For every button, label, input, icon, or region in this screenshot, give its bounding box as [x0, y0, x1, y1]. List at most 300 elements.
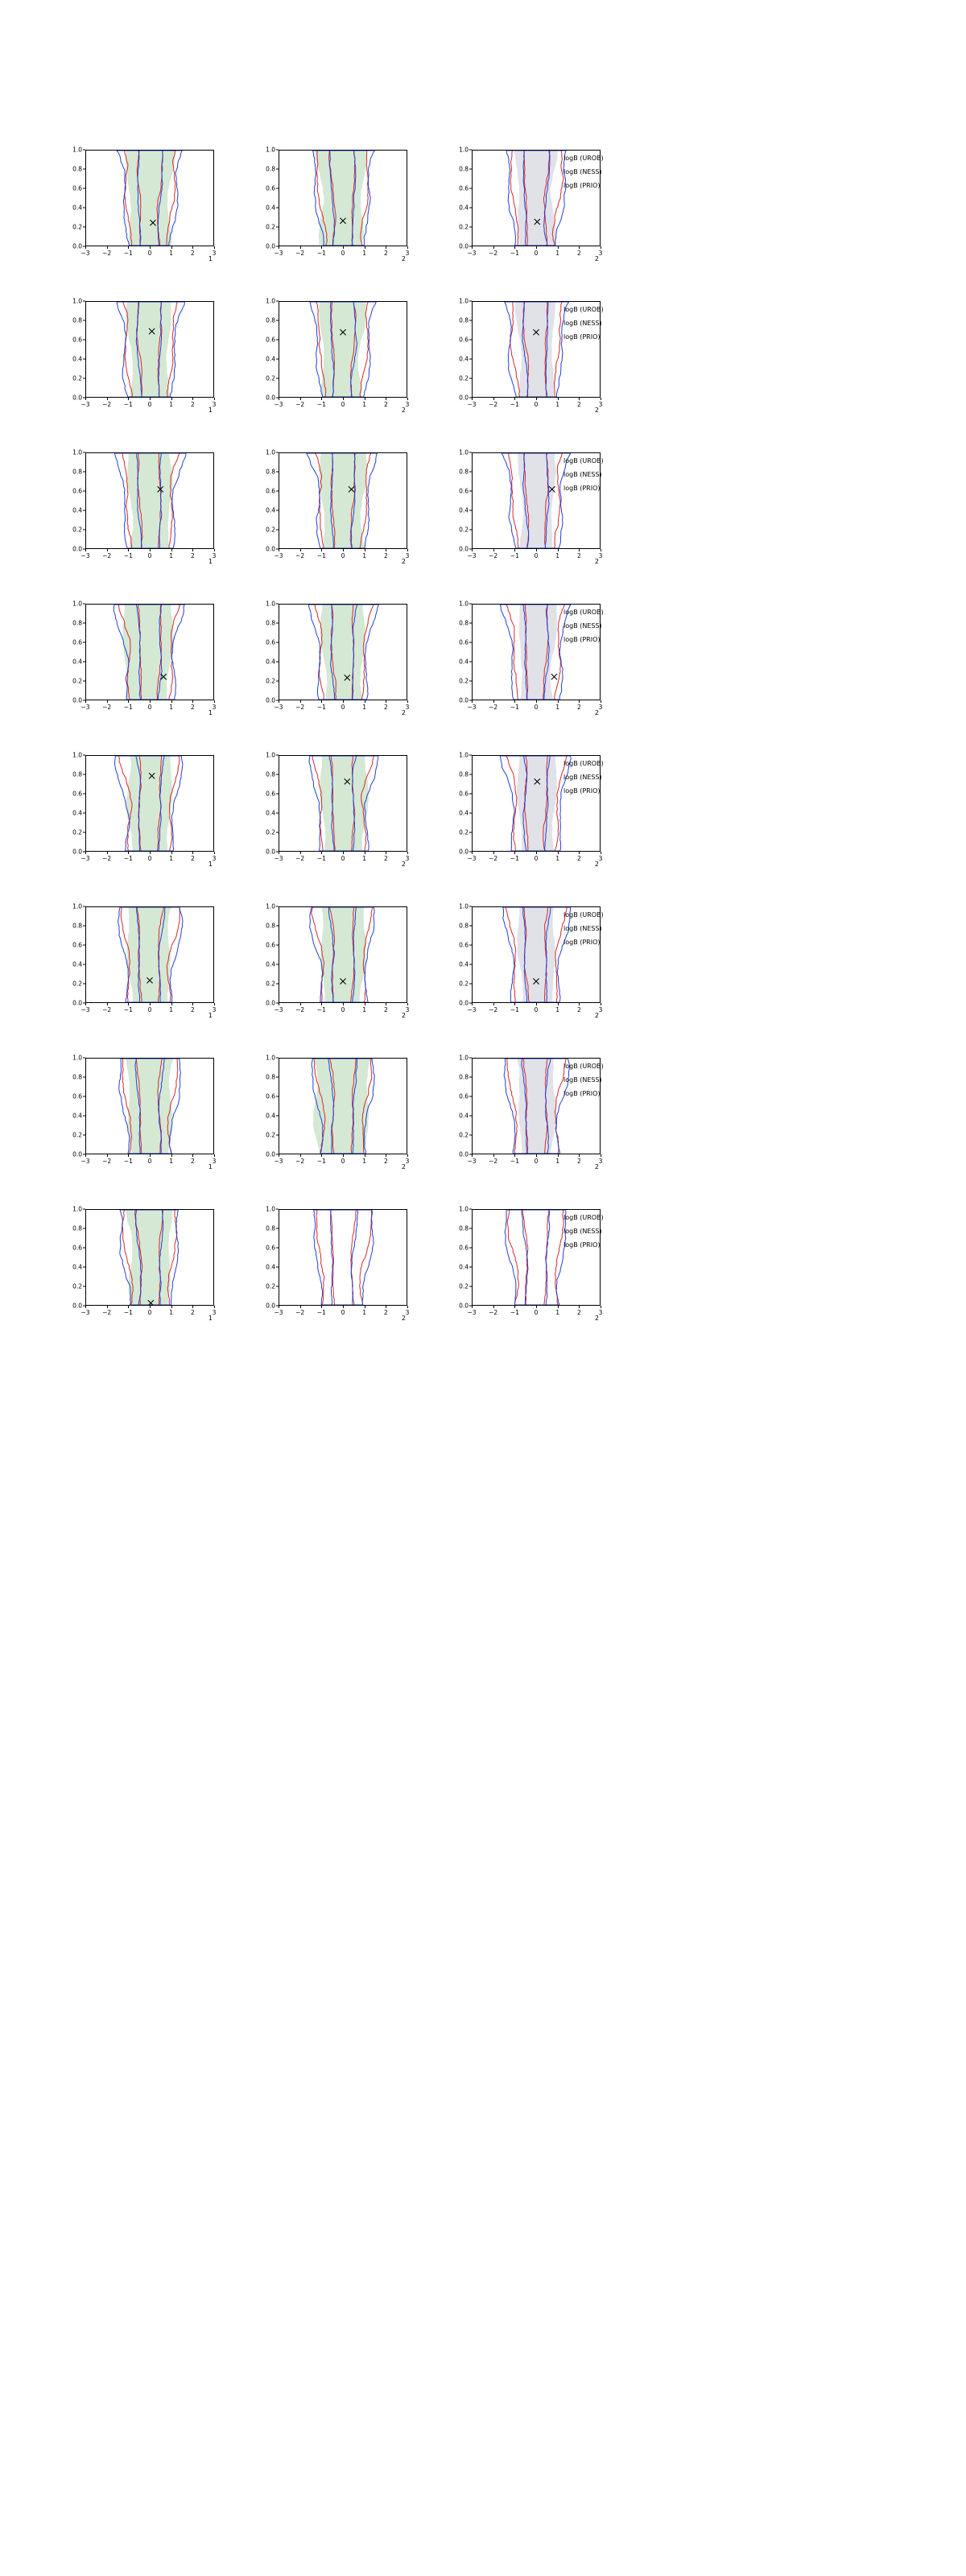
- y-tick-label: 0.8: [459, 1224, 469, 1232]
- x-tick-label: 2: [383, 1309, 388, 1316]
- y-tick-mark: [83, 604, 85, 605]
- y-tick-label: 0.2: [72, 1131, 82, 1139]
- y-tick-mark: [276, 604, 279, 605]
- panel-number: 2: [401, 861, 406, 868]
- y-tick-mark: [276, 794, 279, 795]
- x-tick-mark: [192, 1154, 193, 1157]
- y-tick-mark: [469, 1267, 472, 1268]
- x-tick-label: −2: [295, 1309, 305, 1316]
- y-tick-mark: [276, 359, 279, 360]
- x-tick-label: 1: [555, 1309, 560, 1316]
- x-tick-label: 3: [405, 704, 410, 711]
- x-tick-mark: [128, 1003, 129, 1005]
- x-tick-mark: [472, 246, 473, 249]
- panel-number: 2: [594, 709, 599, 716]
- x-tick-mark: [300, 1154, 301, 1157]
- y-tick-label: 0.2: [266, 526, 275, 534]
- x-tick-label: −3: [80, 1158, 90, 1165]
- panel-number: 2: [594, 1315, 599, 1322]
- y-tick-mark: [469, 378, 472, 379]
- x-tick-mark: [128, 549, 129, 551]
- y-tick-label: 1.0: [459, 1054, 469, 1062]
- y-tick-label: 0.0: [72, 1302, 82, 1310]
- y-tick-label: 0.0: [266, 999, 275, 1007]
- x-tick-label: −2: [295, 552, 305, 559]
- y-tick-label: 0.6: [72, 790, 82, 798]
- x-tick-label: −3: [274, 1006, 283, 1013]
- y-tick-label: 1.0: [459, 751, 469, 759]
- x-tick-label: −3: [274, 250, 283, 257]
- x-tick-mark: [536, 1306, 537, 1308]
- x-tick-mark: [558, 700, 559, 703]
- x-tick-mark: [192, 1306, 193, 1308]
- x-tick-label: 0: [341, 250, 345, 257]
- panel-number: 1: [208, 255, 213, 262]
- y-tick-label: 0.8: [459, 316, 469, 324]
- x-tick-mark: [150, 246, 151, 249]
- x-tick-mark: [536, 1154, 537, 1157]
- y-tick-mark: [469, 359, 472, 360]
- y-tick-label: 0.2: [459, 980, 469, 988]
- x-tick-mark: [321, 1306, 322, 1308]
- y-tick-label: 0.2: [72, 980, 82, 988]
- y-tick-label: 0.0: [72, 1150, 82, 1158]
- y-tick-mark: [276, 1116, 279, 1117]
- y-tick-label: 0.0: [459, 394, 469, 402]
- x-tick-label: −2: [295, 401, 305, 408]
- x-tick-label: 2: [190, 552, 195, 559]
- x-tick-label: 1: [362, 1158, 367, 1165]
- x-tick-mark: [107, 549, 108, 551]
- x-tick-mark: [343, 246, 344, 249]
- y-tick-label: 0.2: [266, 223, 275, 231]
- x-tick-label: −3: [80, 704, 90, 711]
- y-tick-label: 1.0: [459, 297, 469, 305]
- y-tick-mark: [469, 964, 472, 965]
- x-tick-mark: [536, 1003, 537, 1005]
- y-tick-label: 0.2: [72, 223, 82, 231]
- x-tick-label: −1: [123, 552, 133, 559]
- x-tick-mark: [85, 549, 86, 551]
- y-tick-mark: [83, 510, 85, 511]
- x-tick-label: −1: [510, 1006, 519, 1013]
- y-tick-label: 0.6: [72, 487, 82, 495]
- x-tick-label: 3: [598, 250, 603, 257]
- y-tick-label: 1.0: [72, 1054, 82, 1062]
- x-tick-mark: [214, 700, 215, 703]
- panel-number: 2: [594, 861, 599, 868]
- y-tick-mark: [276, 813, 279, 814]
- x-tick-label: 2: [190, 250, 195, 257]
- x-tick-label: 3: [405, 401, 410, 408]
- y-tick-mark: [276, 1096, 279, 1097]
- y-tick-mark: [83, 150, 85, 151]
- y-tick-label: 0.6: [72, 184, 82, 192]
- panel-number: 1: [208, 558, 213, 565]
- y-tick-label: 1.0: [266, 902, 275, 910]
- x-tick-mark: [343, 549, 344, 551]
- x-tick-label: 1: [169, 401, 174, 408]
- x-tick-label: −2: [295, 1006, 305, 1013]
- legend-entry: logB (NESS): [564, 320, 602, 327]
- x-tick-label: −2: [102, 250, 112, 257]
- y-tick-mark: [83, 1077, 85, 1078]
- x-tick-label: 1: [555, 250, 560, 257]
- x-tick-label: 2: [576, 250, 581, 257]
- x-tick-mark: [214, 1003, 215, 1005]
- y-tick-label: 0.6: [459, 941, 469, 949]
- x-tick-mark: [128, 1306, 129, 1308]
- x-tick-mark: [107, 246, 108, 249]
- x-tick-mark: [214, 1154, 215, 1157]
- y-tick-label: 0.4: [459, 355, 469, 363]
- x-tick-mark: [579, 246, 580, 249]
- x-tick-label: −3: [274, 552, 283, 559]
- y-tick-mark: [83, 1116, 85, 1117]
- x-tick-mark: [536, 398, 537, 400]
- x-tick-mark: [558, 398, 559, 400]
- y-tick-label: 0.6: [266, 790, 275, 798]
- x-tick-label: −2: [489, 250, 498, 257]
- y-tick-label: 1.0: [72, 297, 82, 305]
- y-tick-label: 0.6: [459, 1244, 469, 1252]
- y-tick-label: 0.8: [72, 468, 82, 476]
- legend-entry: logB (PRIO): [564, 1090, 601, 1097]
- y-tick-label: 0.6: [72, 336, 82, 344]
- x-tick-label: 2: [383, 704, 388, 711]
- x-tick-label: −3: [467, 1309, 477, 1316]
- y-tick-mark: [276, 964, 279, 965]
- y-tick-label: 1.0: [459, 448, 469, 456]
- legend-block: [564, 605, 604, 646]
- x-tick-label: 2: [576, 855, 581, 862]
- x-tick-label: 0: [534, 704, 539, 711]
- x-tick-label: 0: [534, 1006, 539, 1013]
- y-tick-label: 0.8: [459, 1073, 469, 1081]
- x-tick-label: −1: [316, 855, 326, 862]
- x-tick-mark: [343, 700, 344, 703]
- x-tick-label: −3: [274, 401, 283, 408]
- x-tick-mark: [150, 1003, 151, 1005]
- x-tick-label: −1: [123, 1158, 133, 1165]
- x-tick-label: −1: [316, 1158, 326, 1165]
- x-tick-label: 0: [341, 855, 345, 862]
- y-tick-mark: [469, 984, 472, 985]
- y-tick-label: 0.0: [266, 1150, 275, 1158]
- y-tick-label: 0.6: [266, 638, 275, 646]
- y-tick-label: 0.2: [72, 526, 82, 534]
- y-tick-label: 0.6: [266, 487, 275, 495]
- plot-panel: [48, 145, 219, 267]
- x-tick-label: −3: [274, 704, 283, 711]
- x-tick-mark: [321, 700, 322, 703]
- x-tick-label: 0: [341, 1309, 345, 1316]
- y-tick-mark: [469, 340, 472, 341]
- x-tick-label: −3: [80, 1006, 90, 1013]
- y-tick-mark: [83, 984, 85, 985]
- x-tick-label: −3: [80, 552, 90, 559]
- panel-number: 2: [401, 1163, 406, 1170]
- x-tick-label: 3: [212, 1006, 217, 1013]
- x-tick-label: −2: [102, 552, 112, 559]
- y-tick-label: 1.0: [266, 1054, 275, 1062]
- x-tick-mark: [514, 1154, 515, 1157]
- x-tick-mark: [536, 700, 537, 703]
- panel-number: 2: [401, 1315, 406, 1322]
- x-tick-label: 2: [383, 250, 388, 257]
- x-tick-mark: [514, 1003, 515, 1005]
- x-tick-label: −1: [123, 704, 133, 711]
- y-tick-mark: [276, 984, 279, 985]
- y-tick-label: 0.2: [266, 1282, 275, 1290]
- y-tick-label: 0.4: [266, 960, 275, 968]
- y-tick-label: 0.2: [72, 677, 82, 685]
- legend-entry: logB (UROB): [564, 1214, 604, 1221]
- y-tick-label: 0.6: [266, 941, 275, 949]
- x-tick-label: −2: [102, 855, 112, 862]
- y-tick-mark: [469, 510, 472, 511]
- x-tick-mark: [300, 398, 301, 400]
- x-tick-mark: [472, 549, 473, 551]
- x-tick-mark: [321, 1154, 322, 1157]
- x-tick-mark: [343, 1003, 344, 1005]
- x-tick-mark: [300, 1306, 301, 1308]
- y-tick-mark: [469, 1228, 472, 1229]
- y-tick-mark: [276, 926, 279, 927]
- y-tick-label: 0.6: [459, 184, 469, 192]
- y-tick-label: 0.2: [72, 828, 82, 836]
- legend-entry: logB (NESS): [564, 622, 602, 630]
- x-tick-label: 1: [555, 1006, 560, 1013]
- y-tick-mark: [83, 813, 85, 814]
- legend-entry: logB (UROB): [564, 155, 604, 162]
- y-tick-label: 0.2: [266, 980, 275, 988]
- y-tick-label: 0.2: [459, 1282, 469, 1290]
- x-tick-label: 0: [147, 552, 152, 559]
- y-tick-mark: [469, 227, 472, 228]
- y-tick-mark: [276, 1058, 279, 1059]
- x-tick-mark: [85, 700, 86, 703]
- axis-ticks: [72, 751, 217, 862]
- x-tick-mark: [493, 1306, 494, 1308]
- x-tick-mark: [579, 1306, 580, 1308]
- x-tick-mark: [192, 398, 193, 400]
- x-tick-mark: [150, 1306, 151, 1308]
- y-tick-label: 0.6: [459, 790, 469, 798]
- legend-entry: logB (UROB): [564, 457, 604, 464]
- y-tick-mark: [276, 301, 279, 302]
- y-tick-label: 0.4: [72, 355, 82, 363]
- y-tick-mark: [83, 1058, 85, 1059]
- y-tick-mark: [276, 340, 279, 341]
- x-tick-mark: [128, 246, 129, 249]
- x-tick-label: 2: [383, 552, 388, 559]
- x-tick-mark: [150, 549, 151, 551]
- x-tick-label: 1: [169, 552, 174, 559]
- y-tick-mark: [83, 452, 85, 453]
- legend-entry: logB (UROB): [564, 911, 604, 919]
- x-tick-label: 1: [555, 1158, 560, 1165]
- y-tick-label: 0.8: [72, 316, 82, 324]
- y-tick-label: 0.0: [266, 545, 275, 553]
- axis-ticks: [266, 146, 410, 257]
- legend-block: [564, 757, 604, 798]
- x-tick-label: −1: [510, 1309, 519, 1316]
- plot-panel: [48, 296, 219, 419]
- x-tick-mark: [407, 549, 408, 551]
- x-tick-label: −3: [467, 401, 477, 408]
- y-tick-label: 0.2: [459, 677, 469, 685]
- y-tick-mark: [469, 169, 472, 170]
- y-tick-label: 1.0: [459, 600, 469, 608]
- panel-number: 2: [594, 1163, 599, 1170]
- y-tick-label: 0.8: [266, 316, 275, 324]
- x-tick-label: 2: [190, 1158, 195, 1165]
- y-tick-label: 0.6: [266, 184, 275, 192]
- x-tick-label: 0: [341, 401, 345, 408]
- axis-ticks: [266, 1054, 410, 1165]
- y-tick-label: 0.4: [266, 506, 275, 514]
- y-tick-mark: [469, 681, 472, 682]
- x-tick-label: 3: [598, 401, 603, 408]
- x-tick-mark: [150, 700, 151, 703]
- y-tick-label: 1.0: [459, 146, 469, 154]
- legend-entry: logB (UROB): [564, 609, 604, 616]
- x-tick-label: 1: [555, 552, 560, 559]
- x-tick-label: 3: [405, 1006, 410, 1013]
- x-tick-label: 3: [212, 855, 217, 862]
- y-tick-label: 0.2: [266, 677, 275, 685]
- x-tick-label: −3: [467, 250, 477, 257]
- y-tick-mark: [469, 906, 472, 907]
- y-tick-mark: [276, 1077, 279, 1078]
- y-tick-mark: [469, 774, 472, 775]
- y-tick-mark: [276, 510, 279, 511]
- y-tick-label: 1.0: [459, 902, 469, 910]
- x-tick-label: 2: [576, 401, 581, 408]
- x-tick-mark: [493, 852, 494, 854]
- panel-number: 2: [401, 709, 406, 716]
- y-tick-mark: [469, 1248, 472, 1249]
- y-tick-label: 1.0: [266, 146, 275, 154]
- axis-ticks: [266, 902, 410, 1013]
- y-tick-mark: [276, 662, 279, 663]
- y-tick-label: 0.4: [459, 506, 469, 514]
- x-tick-label: 3: [212, 401, 217, 408]
- x-tick-label: −2: [489, 855, 498, 862]
- x-tick-mark: [107, 398, 108, 400]
- x-tick-label: 2: [576, 1006, 581, 1013]
- y-tick-label: 0.8: [72, 922, 82, 930]
- y-tick-label: 0.4: [266, 1263, 275, 1271]
- x-tick-mark: [107, 700, 108, 703]
- axis-ticks: [72, 902, 217, 1013]
- y-tick-mark: [83, 1135, 85, 1136]
- x-tick-mark: [407, 398, 408, 400]
- legend-block: [564, 1059, 604, 1100]
- axis-ticks: [72, 1205, 217, 1316]
- y-tick-mark: [276, 906, 279, 907]
- x-tick-label: 2: [383, 1006, 388, 1013]
- y-tick-label: 0.4: [72, 1263, 82, 1271]
- x-tick-label: 2: [383, 401, 388, 408]
- x-tick-label: 2: [576, 1309, 581, 1316]
- panel-number: 1: [208, 407, 213, 414]
- x-tick-mark: [493, 1154, 494, 1157]
- x-tick-mark: [128, 1154, 129, 1157]
- x-tick-mark: [171, 1003, 172, 1005]
- x-tick-label: −1: [123, 401, 133, 408]
- legend-entry: logB (UROB): [564, 306, 604, 313]
- x-tick-label: 0: [147, 250, 152, 257]
- axis-ticks: [266, 751, 410, 862]
- y-tick-label: 0.0: [266, 1302, 275, 1310]
- x-tick-label: −2: [102, 1006, 112, 1013]
- x-tick-label: 1: [362, 1006, 367, 1013]
- x-tick-label: 3: [598, 704, 603, 711]
- y-tick-mark: [276, 832, 279, 833]
- y-tick-label: 1.0: [72, 600, 82, 608]
- x-tick-label: 2: [190, 704, 195, 711]
- x-tick-label: 1: [555, 704, 560, 711]
- y-tick-label: 0.2: [72, 374, 82, 382]
- axis-ticks: [266, 1205, 410, 1316]
- y-tick-mark: [469, 832, 472, 833]
- legend-entry: logB (PRIO): [564, 1241, 601, 1249]
- y-tick-mark: [469, 472, 472, 473]
- y-tick-mark: [469, 1077, 472, 1078]
- x-tick-label: 0: [534, 1158, 539, 1165]
- y-tick-mark: [276, 378, 279, 379]
- axis-ticks: [72, 448, 217, 559]
- x-tick-mark: [300, 1003, 301, 1005]
- y-tick-mark: [276, 945, 279, 946]
- x-tick-label: 3: [212, 552, 217, 559]
- x-tick-mark: [85, 1306, 86, 1308]
- legend-entry: logB (PRIO): [564, 182, 601, 189]
- x-tick-label: 1: [362, 1309, 367, 1316]
- y-tick-label: 0.8: [72, 1073, 82, 1081]
- x-tick-label: 0: [534, 1309, 539, 1316]
- y-tick-mark: [469, 813, 472, 814]
- axis-ticks: [72, 297, 217, 408]
- x-tick-mark: [85, 398, 86, 400]
- x-tick-mark: [150, 398, 151, 400]
- y-tick-label: 0.8: [266, 922, 275, 930]
- y-tick-label: 1.0: [266, 448, 275, 456]
- y-tick-mark: [83, 301, 85, 302]
- y-tick-label: 0.6: [266, 1092, 275, 1100]
- y-tick-mark: [83, 945, 85, 946]
- y-tick-mark: [83, 188, 85, 189]
- x-tick-mark: [300, 246, 301, 249]
- y-tick-mark: [83, 1286, 85, 1287]
- y-tick-label: 0.0: [459, 1302, 469, 1310]
- y-tick-label: 0.4: [72, 506, 82, 514]
- panel-number: 1: [208, 709, 213, 716]
- x-tick-mark: [558, 1003, 559, 1005]
- y-tick-mark: [276, 1248, 279, 1249]
- y-tick-label: 0.8: [72, 770, 82, 778]
- y-tick-label: 0.4: [72, 204, 82, 212]
- y-tick-label: 0.0: [72, 848, 82, 856]
- legend-entry: logB (NESS): [564, 168, 602, 175]
- x-tick-label: −1: [510, 1158, 519, 1165]
- y-tick-mark: [83, 642, 85, 643]
- x-tick-mark: [407, 1154, 408, 1157]
- y-tick-mark: [469, 642, 472, 643]
- y-tick-label: 0.0: [72, 545, 82, 553]
